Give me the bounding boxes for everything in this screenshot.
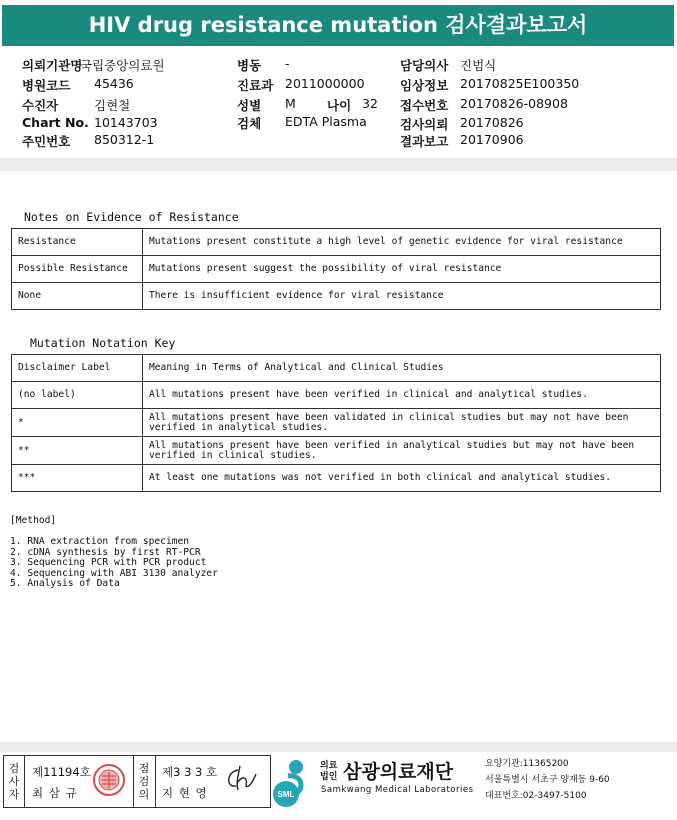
notation-key: ** [12,437,143,465]
approver-name: 지 현 영 [162,786,208,800]
method-title: [Method] [10,515,57,526]
org-code: 요양기관:11365200 [485,759,569,769]
notation-desc: Meaning in Terms of Analytical and Clinical Studies [143,355,661,382]
evidence-key: Resistance [12,229,143,256]
report-title: HIV drug resistance mutation 검사결과보고서 [2,5,674,46]
evidence-desc: There is insufficient evidence for viral resistance [143,283,661,310]
table-row [12,437,661,465]
notation-desc: All mutations present have been verified in clinical and analytical studies. [143,382,661,409]
svg-text:SML: SML [277,790,295,799]
org-address: 서울특별시 서초구 양재동 9-60 [485,775,610,785]
approver-license: 제3 3 3 호 [162,765,218,779]
notation-key: * [12,409,143,437]
footer-band [0,742,677,752]
org-name: 삼광의료재단 [343,761,454,783]
notation-desc: All mutations present have been validated in clinical studies but may not have been verified in analytical studies. [143,409,661,437]
notation-key: (no label) [12,382,143,409]
org-prefix: 의료법인 [320,761,338,782]
evidence-key: Possible Resistance [12,256,143,283]
method-step: 4. Sequencing with ABI 3130 analyzer [10,567,218,579]
table-row [12,256,661,283]
patient-info: 의뢰기관명 국립중앙의료원 병원코드 45436 수진자 김현철 Chart No. 10143703 주민번호 850312-1 병동 - 진료과 2011000000 성별 M 나이 32 검체 EDTA Plasma 담당의사 진범식 임상정보 20170825E100350 접수번호 20170826-08908 검사의뢰 20170826 결과보고 20170906 [22,56,580,149]
table-row [12,382,661,409]
notation-title: Mutation Notation Key [30,336,176,350]
notation-table [11,354,661,492]
sml-logo-icon [268,756,318,810]
notation-key: Disclaimer Label [12,355,143,382]
notation-desc: All mutations present have been verified in analytical studies but may not have been verified in clinical studies. [143,437,661,465]
org-phone: 대표번호:02-3497-5100 [485,791,587,801]
table-row [12,409,661,437]
separator-band [0,158,677,171]
method-list [10,537,218,590]
evidence-title: Notes on Evidence of Resistance [24,210,239,224]
table-row [12,229,661,256]
notation-desc: At least one mutations was not verified in both clinical and analytical studies. [143,465,661,492]
table-row [12,283,661,310]
notation-key: *** [12,465,143,492]
inspector-license: 제11194호 [32,765,91,779]
evidence-desc: Mutations present suggest the possibility of viral resistance [143,256,661,283]
inspector-name: 최 삼 규 [32,786,78,800]
inspector-seal-icon [92,763,126,797]
method-step: 1. RNA extraction from specimen [10,536,190,547]
inspector-label: 검사자 [8,762,20,801]
table-row [12,465,661,492]
evidence-desc: Mutations present constitute a high level of genetic evidence for viral resistance [143,229,661,256]
table-row [12,355,661,382]
evidence-key: None [12,283,143,310]
signature-footer [0,752,677,820]
org-english: Samkwang Medical Laboratories [321,785,474,795]
method-step: 5. Analysis of Data [10,578,120,589]
signature-icon [222,762,266,796]
method-step: 3. Sequencing PCR with PCR product [10,557,207,568]
approver-label: 점검의 [138,762,150,801]
method-step: 2. cDNA synthesis by first RT-PCR [10,546,201,558]
evidence-table [11,228,661,310]
